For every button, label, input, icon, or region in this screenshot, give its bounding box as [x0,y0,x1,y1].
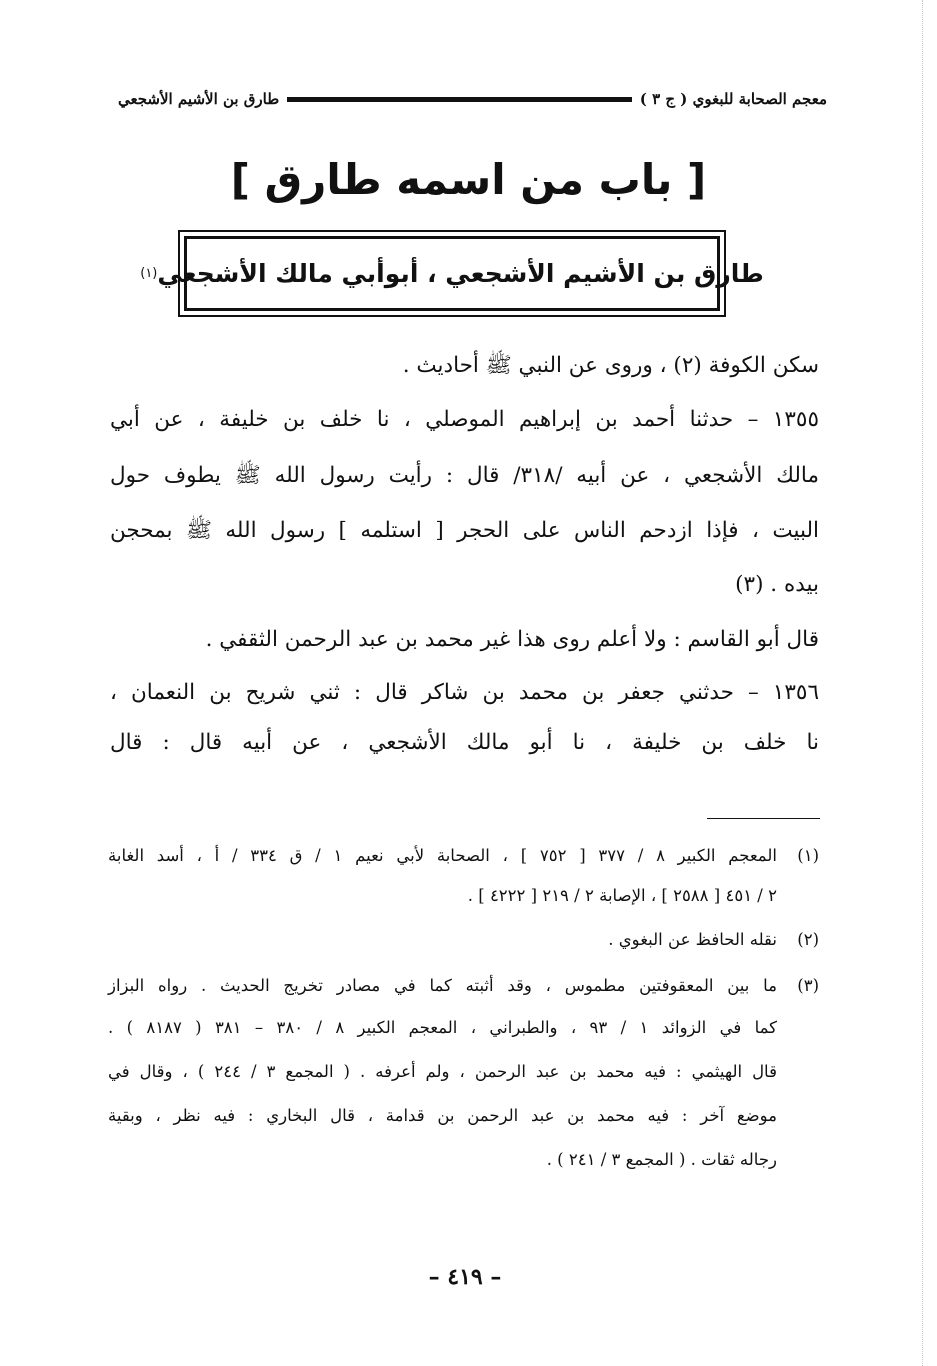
chapter-title: [ باب من اسمه طارق ] [230,155,707,204]
body-line: نا خلف بن خليفة ، نا أبو مالك الأشجعي ، عن أبيه قال : قال [110,730,819,755]
footnote-line: رجاله ثقات . ( المجمع ٣ / ٢٤١ ) . [546,1150,777,1169]
running-header [118,86,827,112]
body-line: سكن الكوفة (٢) ، وروى عن النبي ﷺ أحاديث . [402,353,819,378]
footnote-line: نقله الحافظ عن البغوي . [608,930,777,949]
header-rule [287,97,632,102]
section-title: طارق بن الأشيم الأشجعي ، أبوأبي مالك الأشجعي [157,259,764,288]
footnote-line: موضع آخر : فيه محمد بن عبد الرحمن بن قدامة ، قال البخاري : فيه نظر ، وبقية [108,1106,777,1125]
scan-edge-line [922,0,923,1366]
footnote-line: المعجم الكبير ٨ / ٣٧٧ [ ٧٥٢ ] ، الصحابة لأبي نعيم ١ / ق ٣٣٤ / أ ، أسد الغابة [108,846,777,865]
body-line: مالك الأشجعي ، عن أبيه /٣١٨/ قال : رأيت رسول الله ﷺ يطوف حول [110,463,819,488]
header-book-title: معجم الصحابة للبغوي ( ج ٣ ) [639,90,827,108]
page-number: – ٤١٩ – [428,1264,502,1290]
section-title-wrap [140,232,764,315]
header-entry-name: طارق بن الأشيم الأشجعي [118,90,280,108]
footnote-line: ٢ / ٤٥١ [ ٢٥٨٨ ] ، الإصابة ٢ / ٢١٩ [ ٤٢٢٢ ] . [467,886,777,905]
body-line: قال أبو القاسم : ولا أعلم روى هذا غير محمد بن عبد الرحمن الثقفي . [205,627,819,652]
footnote-number: (٣) [797,976,819,995]
footnote-separator [707,818,820,819]
footnote-line: ما بين المعقوفتين مطموس ، وقد أثبته كما في مصادر تخريج الحديث . رواه البزاز [108,976,777,995]
body-line: ١٣٥٥ – حدثنا أحمد بن إبراهيم الموصلي ، نا خلف بن خليفة ، عن أبي [110,407,819,432]
footnote-line: قال الهيثمي : فيه محمد بن عبد الرحمن ، ولم أعرفه . ( المجمع ٣ / ٢٤٤ ) ، وقال في [108,1062,777,1081]
section-title-footnote-mark: (١) [140,266,158,281]
section-title-box [140,230,764,317]
body-line: بيده . (٣) [735,572,819,597]
body-line: البيت ، فإذا ازدحم الناس على الحجر [ استلمه ] رسول الله ﷺ بمحجن [110,518,819,543]
footnote-line: كما في الزوائد ١ / ٩٣ ، والطبراني ، المعجم الكبير ٨ / ٣٨٠ – ٣٨١ ( ٨١٨٧ ) . [108,1018,777,1037]
footnote-number: (٢) [797,930,819,949]
body-line: ١٣٥٦ – حدثني جعفر بن محمد بن شاكر قال : ثني شريح بن النعمان ، [110,680,819,705]
footnote-number: (١) [797,846,819,865]
